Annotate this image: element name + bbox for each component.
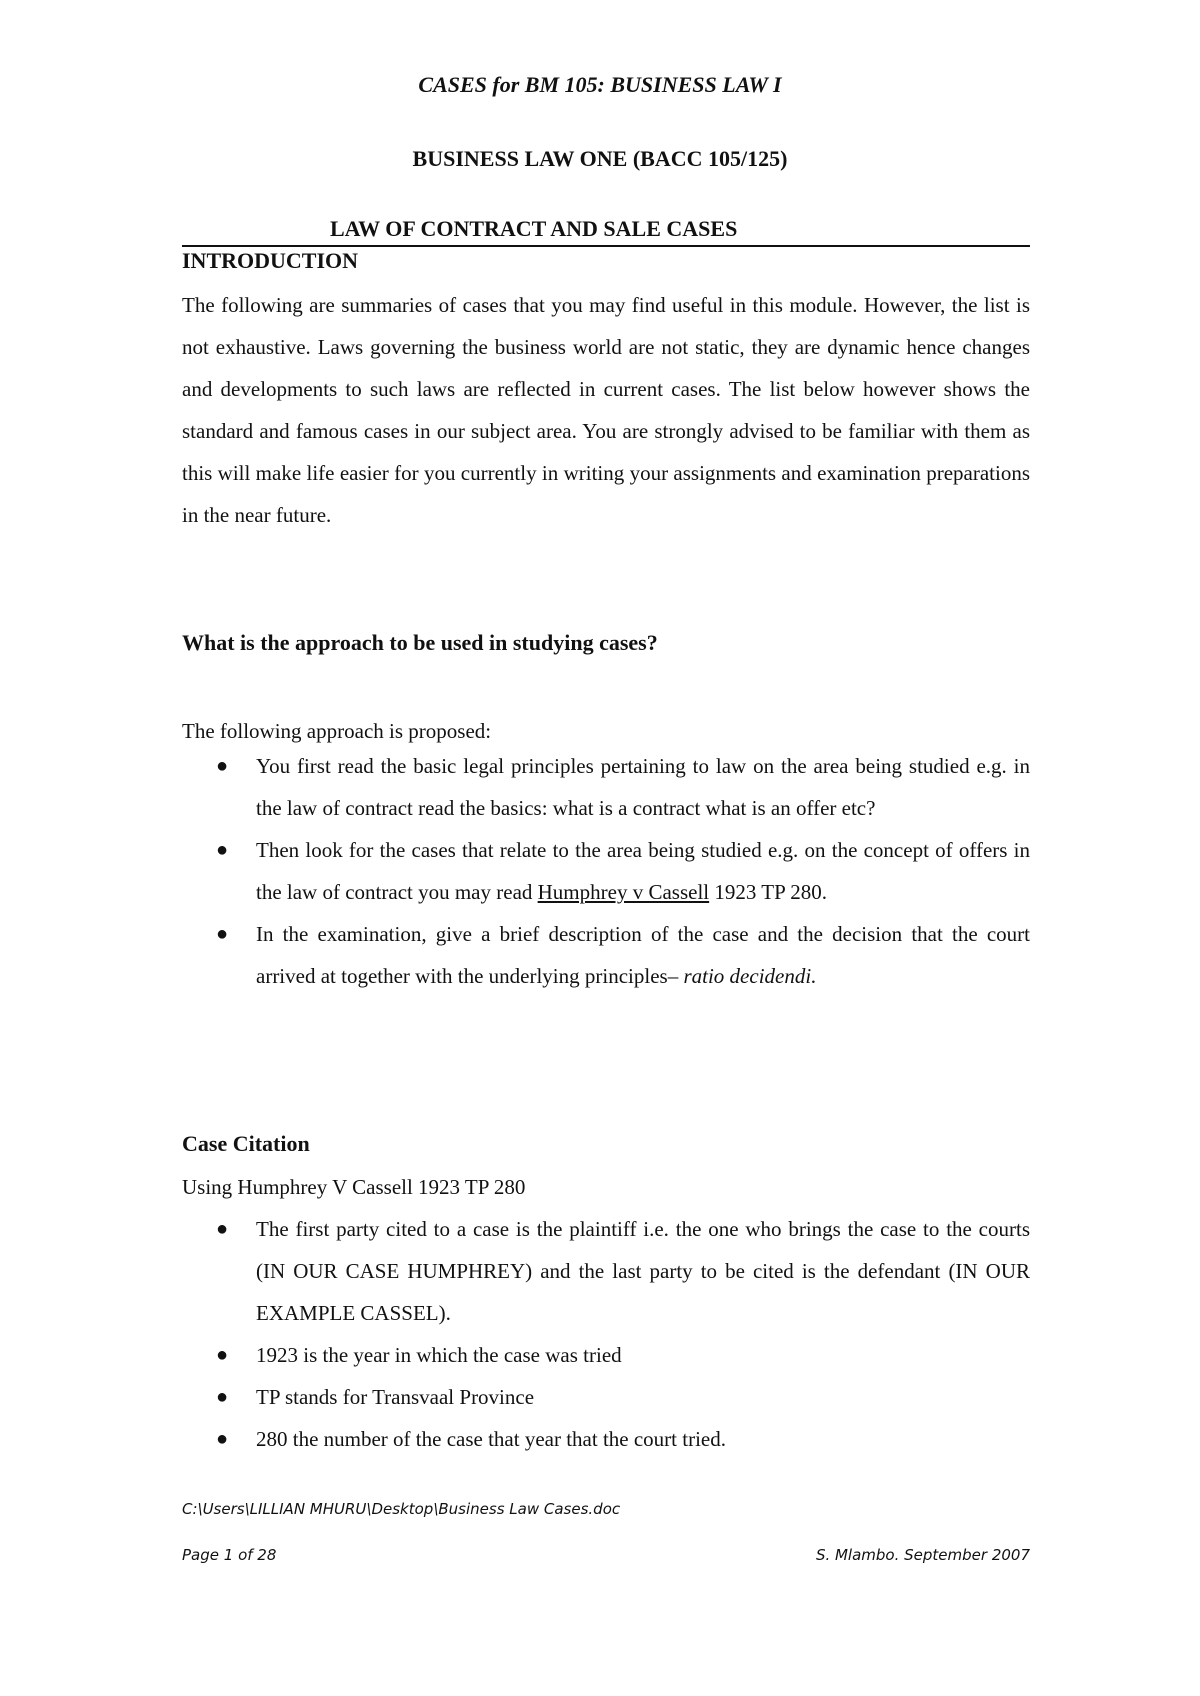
list-item-text: You first read the basic legal principles pertaining to law on the area being studied e.g. in the law of contract read the basics: what is a contract what is an offer etc? (256, 754, 1030, 820)
list-item-text: 280 the number of the case that year that the court tried. (256, 1427, 726, 1451)
bullet-icon: ● (216, 1428, 229, 1450)
list-item (182, 1208, 1030, 1334)
bullet-icon: ● (216, 755, 229, 777)
list-item-text: Then look for the cases that relate to the area being studied e.g. on the concept of offers in the law of contract you may read (256, 838, 1030, 904)
list-item-text: TP stands for Transvaal Province (256, 1385, 535, 1409)
list-item (182, 1418, 1030, 1460)
list-item-text: In the examination, give a brief description of the case and the decision that the court arrived at together with the underlying principles– (256, 922, 1030, 988)
list-item (182, 1376, 1030, 1418)
footer-author-date: S. Mlambo. September 2007 (815, 1546, 1030, 1564)
list-item-text: 1923 TP 280. (709, 880, 827, 904)
footer-file-path: C:\Users\LILLIAN MHURU\Desktop\Business Law Cases.doc (182, 1500, 621, 1518)
approach-lead: The following approach is proposed: (182, 719, 492, 743)
introduction-paragraph: The following are summaries of cases that you may find useful in this module. However, the list is not exhaustive. Laws governing the business world are not static, they are dynamic hence changes and developments to such laws are reflected in current cases. The list below however shows the standard and famous cases in our subject area. You are strongly advised to be familiar with them as this will make life easier for you currently in writing your assignments and examination preparations in the near future. (182, 293, 1030, 527)
list-item (182, 1334, 1030, 1376)
list-item (182, 829, 1030, 913)
list-item (182, 745, 1030, 829)
citation-lead: Using Humphrey V Cassell 1923 TP 280 (182, 1175, 526, 1199)
bullet-icon: ● (216, 839, 229, 861)
list-item-text: The first party cited to a case is the plaintiff i.e. the one who brings the case to the courts (IN OUR CASE HUMPHREY) and the last party to be cited is the defendant (IN OUR EXAMPLE CASSEL). (256, 1217, 1030, 1325)
introduction-heading: INTRODUCTION (182, 248, 359, 273)
bullet-icon: ● (216, 1386, 229, 1408)
case-reference: Humphrey v Cassell (537, 880, 710, 904)
course-title: BUSINESS LAW ONE (BACC 105/125) (412, 146, 788, 171)
approach-heading: What is the approach to be used in studying cases? (182, 630, 658, 655)
citation-list (182, 1208, 1030, 1460)
bullet-icon: ● (216, 1218, 229, 1240)
list-item-text: 1923 is the year in which the case was tried (256, 1343, 622, 1367)
citation-heading: Case Citation (182, 1131, 310, 1156)
latin-term: ratio decidendi. (683, 964, 817, 988)
list-item (182, 913, 1030, 997)
footer-page-number: Page 1 of 28 (182, 1546, 277, 1564)
section-divider (182, 245, 1030, 247)
approach-list (182, 745, 1030, 997)
section-title: LAW OF CONTRACT AND SALE CASES (330, 216, 738, 241)
bullet-icon: ● (216, 923, 229, 945)
document-title: CASES for BM 105: BUSINESS LAW I (418, 72, 782, 97)
bullet-icon: ● (216, 1344, 229, 1366)
